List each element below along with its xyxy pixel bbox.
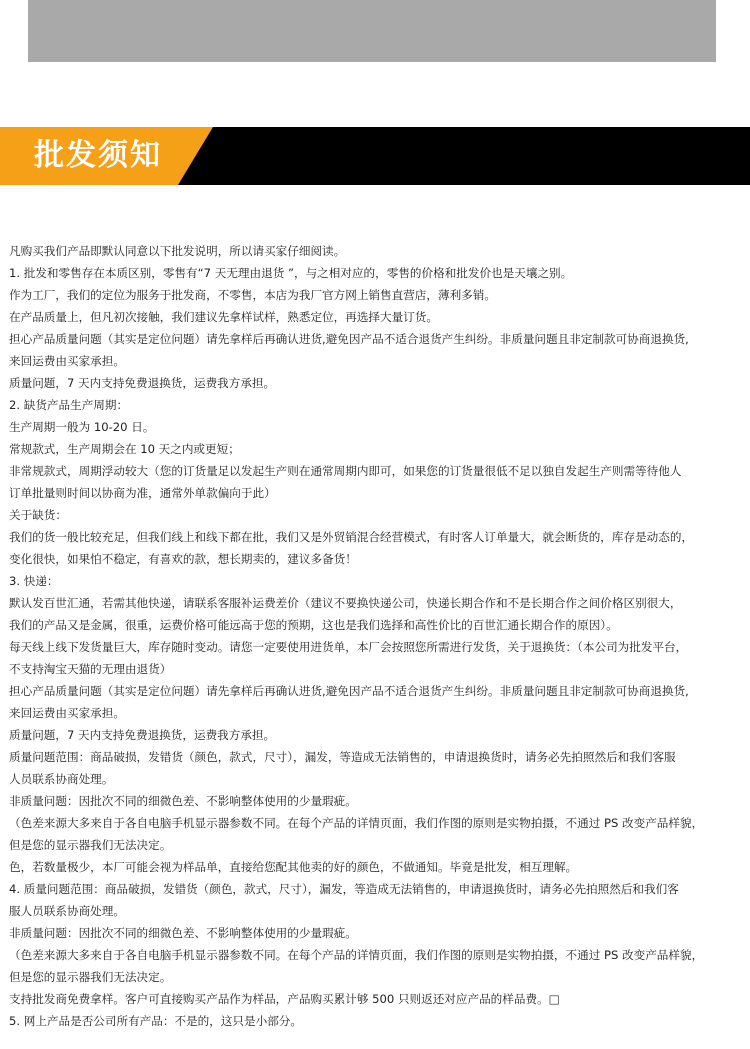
notice-line: 作为工厂，我们的定位为服务于批发商，不零售，本店为我厂官方网上销售直营店，薄利多销。 xyxy=(9,288,496,302)
notice-line: 默认发百世汇通，若需其他快递，请联系客服补运费差价（建议不要换快递公司，快递长期合作和不是长期合作之间价格区别很大， xyxy=(9,596,682,610)
notice-line: 来回运费由买家承担。 xyxy=(9,354,125,368)
notice-line: 关于缺货： xyxy=(9,508,67,522)
notice-line: 1. 批发和零售存在本质区别，零售有“7 天无理由退货 ”，与之相对应的，零售的价格和批发价也是天壤之别。 xyxy=(9,266,573,280)
notice-line: 在产品质量上，但凡初次接触，我们建议先拿样试样，熟悉定位，再选择大量订货。 xyxy=(9,310,438,324)
notice-line: 5. 网上产品是否公司所有产品：不是的，这只是小部分。 xyxy=(9,1014,302,1028)
notice-line: 担心产品质量问题（其实是定位问题）请先拿样后再确认进货,避免因产品不适合退货产生纠纷。非质量问题且非定制款可协商退换货, xyxy=(9,684,689,698)
notice-line: 2. 缺货产品生产周期： xyxy=(9,398,129,412)
notice-line: 质量问题范围：商品破损，发错货（颜色，款式，尺寸），漏发，等造成无法销售的，申请退换货时，请务必先拍照然后和我们客服 xyxy=(9,750,676,764)
notice-line: 4. 质量问题范围：商品破损，发错货（颜色，款式，尺寸），漏发，等造成无法销售的，申请退换货时，请务必先拍照然后和我们客 xyxy=(9,882,679,896)
notice-line: 质量问题，7 天内支持免费退换货，运费我方承担。 xyxy=(9,728,276,742)
notice-line: 质量问题，7 天内支持免费退换货，运费我方承担。 xyxy=(9,376,276,390)
notice-line: 非质量问题：因批次不同的细微色差、不影响整体使用的少量瑕疵。 xyxy=(9,794,357,808)
notice-line: 我们的货一般比较充足，但我们线上和线下都在批，我们又是外贸销混合经营模式，有时客人订单量大，就会断货的，库存是动态的， xyxy=(9,530,694,544)
notice-line: 但是您的显示器我们无法决定。 xyxy=(9,838,172,852)
notice-line: 凡购买我们产品即默认同意以下批发说明，所以请买家仔细阅读。 xyxy=(9,244,346,258)
notice-line: 3. 快递： xyxy=(9,574,59,588)
notice-line: 支持批发商免费拿样。客户可直接购买产品作为样品，产品购买累计够 500 只则返还对应产品的样品费。□ xyxy=(9,992,560,1006)
notice-line: 色，若数量极少，本厂可能会视为样品单，直接给您配其他卖的好的颜色，不做通知。毕竟是批发，相互理解。 xyxy=(9,860,578,874)
notice-line: （色差来源大多来自于各自电脑手机显示器参数不同。在每个产品的详情页面，我们作图的原则是实物拍摄，不通过 PS 改变产品样貌， xyxy=(9,816,704,830)
notice-line: 非质量问题：因批次不同的细微色差、不影响整体使用的少量瑕疵。 xyxy=(9,926,357,940)
page-title: 批发须知 xyxy=(34,138,162,173)
notice-line: 常规款式，生产周期会在 10 天之内或更短； xyxy=(9,442,240,456)
notice-line: 我们的产品又是金属，很重，运费价格可能远高于您的预期，这也是我们选择和高性价比的百世汇通长期合作的原因）。 xyxy=(9,618,618,632)
notice-line: 订单批量则时间以协商为准，通常外单款偏向于此） xyxy=(9,486,276,500)
notice-line: 担心产品质量问题（其实是定位问题）请先拿样后再确认进货,避免因产品不适合退货产生纠纷。非质量问题且非定制款可协商退换货, xyxy=(9,332,689,346)
section-banner xyxy=(0,127,750,185)
notice-line: 生产周期一般为 10-20 日。 xyxy=(9,420,155,434)
notice-line: 来回运费由买家承担。 xyxy=(9,706,125,720)
notice-line: 服人员联系协商处理。 xyxy=(9,904,125,918)
notice-line: 每天线上线下发货量巨大，库存随时变动。请您一定要使用进货单，本厂会按照您所需进行发货，关于退换货：（本公司为批发平台， xyxy=(9,640,688,654)
notice-line: 非常规款式，周期浮动较大（您的订货量足以发起生产则在通常周期内即可，如果您的订货量很低不足以独自发起生产则需等待他人 xyxy=(9,464,682,478)
notice-line: 人员联系协商处理。 xyxy=(9,772,114,786)
notice-line: 但是您的显示器我们无法决定。 xyxy=(9,970,172,984)
notice-body xyxy=(9,240,747,1032)
notice-line: 变化很快，如果怕不稳定，有喜欢的款，想长期卖的，建议多备货！ xyxy=(9,552,357,566)
notice-line: 不支持淘宝天猫的无理由退货） xyxy=(9,662,172,676)
notice-line: （色差来源大多来自于各自电脑手机显示器参数不同。在每个产品的详情页面，我们作图的原则是实物拍摄，不通过 PS 改变产品样貌， xyxy=(9,948,704,962)
top-image-placeholder xyxy=(28,0,716,62)
